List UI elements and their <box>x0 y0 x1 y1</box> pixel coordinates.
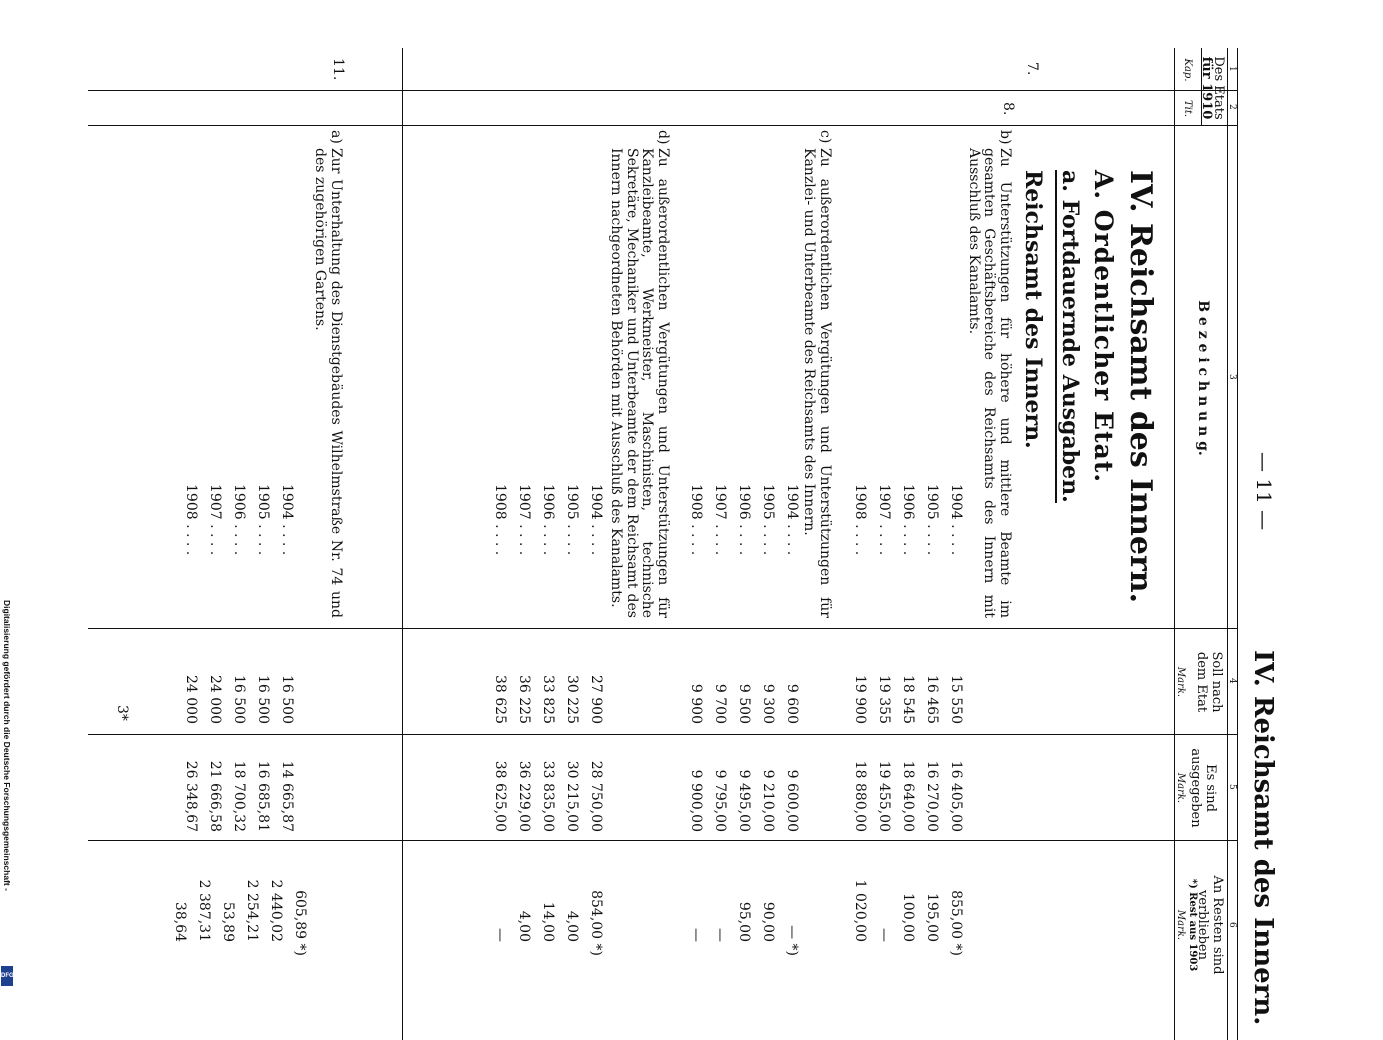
item-d-soll-1904: 27 900 <box>588 675 604 724</box>
column-number-5: 5 <box>1227 784 1237 790</box>
item-a-year-1904: 1904 . . . . <box>279 484 295 556</box>
item-d-soll-1908: 38 625 <box>492 675 508 724</box>
item-a-year-1906: 1906 . . . . <box>231 484 247 556</box>
item-a-resten-2: 2 440,02 <box>268 879 284 942</box>
item-c-ausgegeben-1906: 9 495,00 <box>736 769 752 832</box>
item-c-soll-1905: 9 300 <box>760 683 776 724</box>
item-b-ausgegeben-1905: 16 270,00 <box>924 760 940 832</box>
item-b-resten-1904: 855,00 *) <box>948 890 964 956</box>
item-d-letter: d) <box>655 130 671 145</box>
item-d-year-1907: 1907 . . . . <box>516 484 532 556</box>
item-a-ausgegeben-1908: 26 348,67 <box>183 760 199 832</box>
column-number-1: 1 <box>1227 66 1237 72</box>
item-a-soll-1906: 16 500 <box>231 675 247 724</box>
item-a-resten-1: 605,89 *) <box>292 890 308 956</box>
column-number-3: 3 <box>1227 374 1237 380</box>
soll-unit: Mark. <box>1175 666 1186 698</box>
item-d-ausgegeben-1905: 30 215,00 <box>564 760 580 832</box>
kapitel-number-11: 11. <box>330 58 346 81</box>
resten-header: An Resten sind verblieben <box>1195 875 1225 975</box>
item-a-soll-1908: 24 000 <box>183 675 199 724</box>
printer-signature: 3* <box>114 705 130 721</box>
item-b-ausgegeben-1908: 18 880,00 <box>852 760 868 832</box>
item-a-ausgegeben-1905: 16 685,81 <box>255 760 271 832</box>
resten-unit: Mark. <box>1175 909 1186 941</box>
item-c-year-1905: 1905 . . . . <box>760 484 776 556</box>
item-a-ausgegeben-1906: 18 700,32 <box>231 760 247 832</box>
soll-header: Soll nach dem Etat <box>1194 651 1224 713</box>
item-a-year-1907: 1907 . . . . <box>207 484 223 556</box>
item-c-soll-1906: 9 500 <box>736 683 752 724</box>
item-d-text: Zu außerordentlichen Vergütungen und Unterstützungen für Kanzleibeamte, Werkmeister, Maschinisten, technische Sekretäre, Mechaniker und Unterbeamte der dem Reichsamt des Innern nachgeordneten Behörden mit Ausschluß des Kanalamts. <box>608 148 671 618</box>
digitization-credit-text: Digitalisierung gefördert durch die Deutsche Forschungsgemeinschaft - <box>2 600 12 891</box>
item-a-resten-4: 53,89 <box>220 901 236 942</box>
item-c-year-1906: 1906 . . . . <box>736 484 752 556</box>
item-d-ausgegeben-1904: 28 750,00 <box>588 760 604 832</box>
ausgegeben-column-divider <box>88 840 1238 841</box>
item-a-soll-1907: 24 000 <box>207 675 223 724</box>
item-c-resten-1906: 95,00 <box>736 901 752 942</box>
item-a-resten-5: 2 387,31 <box>196 879 212 942</box>
item-c-year-1907: 1907 . . . . <box>712 484 728 556</box>
item-a-ausgegeben-1904: 14 665,87 <box>279 760 295 832</box>
item-d-resten-1904: 854,00 *) <box>588 890 604 956</box>
item-c-resten-1905: 90,00 <box>760 901 776 942</box>
item-d-soll-1907: 36 225 <box>516 675 532 724</box>
item-c-year-1908: 1908 . . . . <box>688 484 704 556</box>
column-number-2: 2 <box>1227 104 1237 110</box>
item-c-letter: c) <box>817 130 833 144</box>
item-b-year-1907: 1907 . . . . <box>876 484 892 556</box>
tit-number-8: 8. <box>1000 102 1016 116</box>
item-d-ausgegeben-1908: 38 625,00 <box>492 760 508 832</box>
item-b-text: Zu Unterstützungen für höhere und mittlere Beamte im gesamten Geschäftsbereiche des Reichsamts des Innern mit Ausschluß des Kanalamts. <box>966 148 1013 618</box>
kapitel-number-7: 7. <box>1024 62 1040 76</box>
item-c-resten-1907: — <box>712 928 728 942</box>
digitization-credit <box>0 600 14 1000</box>
item-a-text: Zur Unterhaltung des Dienstgebäudes Wilhelmstraße Nr. 74 und des zugehörigen Gartens. <box>312 148 344 618</box>
table-top-rule <box>1237 48 1238 1040</box>
item-c-ausgegeben-1907: 9 795,00 <box>712 769 728 832</box>
heading-reichsamt: IV. Reichsamt des Innern. <box>1123 170 1158 604</box>
item-c-ausgegeben-1905: 9 210,00 <box>760 769 776 832</box>
item-b-ausgegeben-1906: 18 640,00 <box>900 760 916 832</box>
item-c-ausgegeben-1908: 9 900,00 <box>688 769 704 832</box>
item-c-soll-1908: 9 900 <box>688 683 704 724</box>
item-a-letter: a) <box>328 130 344 144</box>
item-d-soll-1906: 33 825 <box>540 675 556 724</box>
heading-reichsamt-innern: Reichsamt des Innern. <box>1020 170 1046 449</box>
item-b-ausgegeben-1907: 19 455,00 <box>876 760 892 832</box>
heading-fortdauernde-ausgaben: a. Fortdauernde Ausgaben. <box>1057 170 1083 503</box>
kap-label: Kap. <box>1182 58 1193 82</box>
page-number: — 11 — <box>1252 452 1276 531</box>
resten-note: *) Rest aus 1903 <box>1187 878 1198 972</box>
item-d-year-1905: 1905 . . . . <box>564 484 580 556</box>
item-b-resten-1905: 195,00 <box>924 893 940 942</box>
item-b-soll-1906: 18 545 <box>900 675 916 724</box>
item-a-soll-1905: 16 500 <box>255 675 271 724</box>
ausgegeben-header: Es sind ausgegeben <box>1188 748 1218 828</box>
item-b-year-1905: 1905 . . . . <box>924 484 940 556</box>
item-c-year-1904: 1904 . . . . <box>784 484 800 556</box>
item-c-soll-1904: 9 600 <box>784 683 800 724</box>
item-a-soll-1904: 16 500 <box>279 675 295 724</box>
item-a-year-1905: 1905 . . . . <box>255 484 271 556</box>
item-c-ausgegeben-1904: 9 600,00 <box>784 769 800 832</box>
etat-label: Des Etats <box>1211 56 1226 120</box>
item-b-soll-1907: 19 355 <box>876 675 892 724</box>
item-b-soll-1904: 15 550 <box>948 675 964 724</box>
bezeichnung-column-divider <box>88 628 1238 629</box>
running-head: IV. Reichsamt des Innern. <box>1248 650 1278 1026</box>
document-page <box>88 40 1298 1040</box>
item-b-resten-1906: 100,00 <box>900 893 916 942</box>
item-d-year-1906: 1906 . . . . <box>540 484 556 556</box>
column-number-6: 6 <box>1227 922 1237 928</box>
item-d-soll-1905: 30 225 <box>564 675 580 724</box>
item-d-resten-1908: — <box>492 928 508 942</box>
kap-column-divider <box>88 90 1238 91</box>
item-c-soll-1907: 9 700 <box>712 683 728 724</box>
column-number-4: 4 <box>1227 678 1237 684</box>
item-b-year-1906: 1906 . . . . <box>900 484 916 556</box>
kapitel-separator-rule <box>402 48 403 1040</box>
etat-year-label: für 1910 <box>1199 56 1214 120</box>
item-b-resten-1907: — <box>876 928 892 942</box>
item-d-resten-1906: 14,00 <box>540 901 556 942</box>
item-a-resten-6: 38,64 <box>172 901 188 942</box>
tit-column-divider <box>88 125 1238 126</box>
bezeichnung-header: B e z e i c h n u n g. <box>1195 300 1211 456</box>
item-b-ausgegeben-1904: 16 405,00 <box>948 760 964 832</box>
item-b-resten-1908: 1 020,00 <box>852 879 868 942</box>
soll-column-divider <box>88 734 1238 735</box>
item-c-resten-1908: — <box>688 928 704 942</box>
item-d-year-1908: 1908 . . . . <box>492 484 508 556</box>
item-b-year-1904: 1904 . . . . <box>948 484 964 556</box>
item-d-resten-1907: 4,00 <box>516 910 532 942</box>
item-c-resten-1904: — *) <box>784 925 800 956</box>
item-d-year-1904: 1904 . . . . <box>588 484 604 556</box>
item-b-soll-1905: 16 465 <box>924 675 940 724</box>
heading-ordentlicher-etat: A. Ordentlicher Etat. <box>1089 170 1118 484</box>
item-d-ausgegeben-1907: 36 229,00 <box>516 760 532 832</box>
item-c-text: Zu außerordentlichen Vergütungen und Unterstützungen für Kanzlei- und Unterbeamte des Reichsamts des Innern. <box>801 148 833 618</box>
item-a-year-1908: 1908 . . . . <box>183 484 199 556</box>
item-a-ausgegeben-1907: 21 666,58 <box>207 760 223 832</box>
ausgegeben-unit: Mark. <box>1175 772 1186 804</box>
tit-label: Tit. <box>1182 99 1193 118</box>
item-d-ausgegeben-1906: 33 835,00 <box>540 760 556 832</box>
item-b-soll-1908: 19 900 <box>852 675 868 724</box>
item-b-letter: b) <box>997 130 1013 145</box>
column-number-rule <box>1227 48 1228 1040</box>
item-a-resten-3: 2 254,21 <box>244 879 260 942</box>
dfg-logo: DFG <box>1 966 13 986</box>
item-d-resten-1905: 4,00 <box>564 910 580 942</box>
item-b-year-1908: 1908 . . . . <box>852 484 868 556</box>
